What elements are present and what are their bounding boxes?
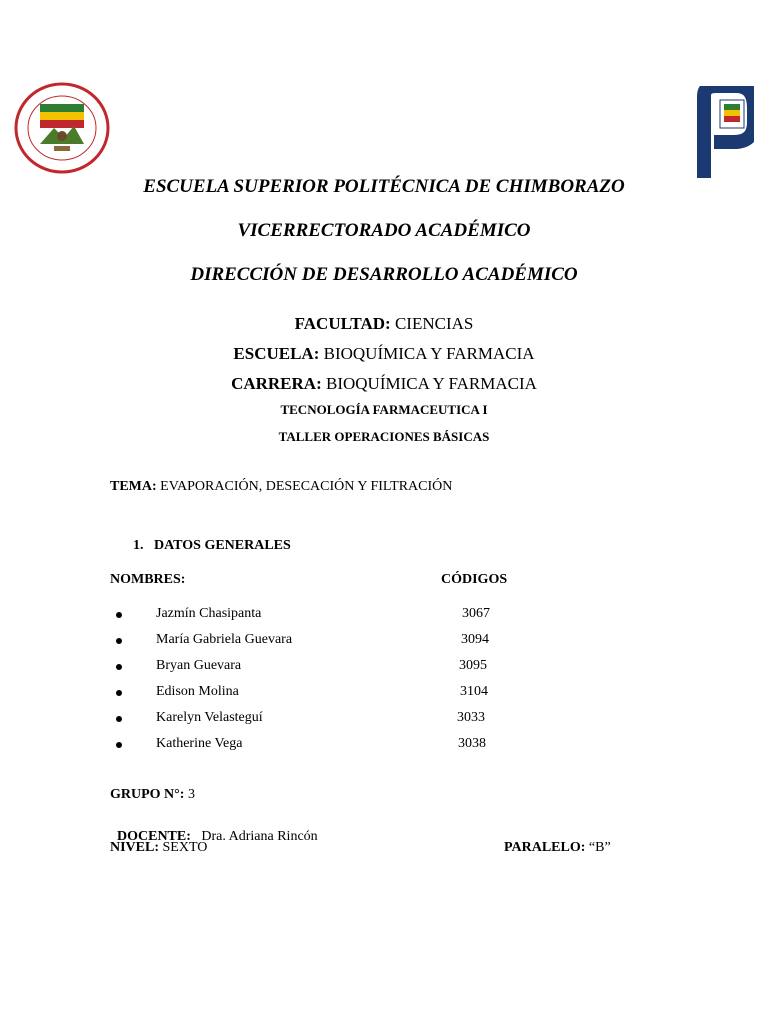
facultad-label: FACULTAD: <box>294 314 391 333</box>
facultad-ciencias-logo <box>674 86 754 178</box>
escuela-label: ESCUELA: <box>233 344 320 363</box>
materia-title: TECNOLOGÍA FARMACEUTICA I <box>280 402 488 417</box>
student-code: 3104 <box>460 684 488 699</box>
student-name: María Gabriela Guevara <box>156 632 293 647</box>
nivel-value: SEXTO <box>159 840 208 855</box>
taller-title: TALLER OPERACIONES BÁSICAS <box>278 429 490 444</box>
nivel-label: NIVEL: <box>110 840 160 855</box>
grupo-line <box>110 787 195 803</box>
student-code: 3038 <box>458 736 486 751</box>
direccion-title: DIRECCIÓN DE DESARROLLO ACADÉMICO <box>190 264 578 285</box>
student-code: 3033 <box>457 710 485 725</box>
institution-name: ESCUELA SUPERIOR POLITÉCNICA DE CHIMBORAZO <box>143 176 625 197</box>
paralelo-line <box>504 840 611 856</box>
facultad-value: CIENCIAS <box>390 314 474 333</box>
student-code: 3095 <box>459 658 487 673</box>
student-name: Katherine Vega <box>156 736 243 751</box>
bullet-icon <box>116 638 122 644</box>
bullet-icon <box>116 716 122 722</box>
bullet-icon <box>116 742 122 748</box>
bullet-icon <box>116 690 122 696</box>
escuela-value: BIOQUÍMICA Y FARMACIA <box>319 344 535 363</box>
student-code: 3067 <box>462 606 490 621</box>
facultad-line <box>0 314 768 334</box>
espoch-seal-logo <box>14 82 110 174</box>
tema-label: TEMA: <box>110 479 157 494</box>
paralelo-label: PARALELO: <box>504 840 586 855</box>
section-title-datos: 1. DATOS GENERALES <box>133 538 291 553</box>
escuela-line <box>0 344 768 364</box>
codigos-header: CÓDIGOS <box>441 572 508 587</box>
nombres-header: NOMBRES: <box>110 572 186 587</box>
carrera-line <box>0 374 768 394</box>
bullet-icon <box>116 612 122 618</box>
carrera-value: BIOQUÍMICA Y FARMACIA <box>321 374 537 393</box>
nivel-line <box>110 840 207 856</box>
paralelo-value: “B” <box>585 840 611 855</box>
bullet-icon <box>116 664 122 670</box>
grupo-value: 3 <box>184 787 195 802</box>
student-name: Karelyn Velasteguí <box>156 710 263 725</box>
tema-line <box>110 479 452 495</box>
vicerrectorado-title: VICERRECTORADO ACADÉMICO <box>237 220 531 241</box>
carrera-label: CARRERA: <box>231 374 322 393</box>
student-name: Edison Molina <box>156 684 239 699</box>
student-name: Jazmín Chasipanta <box>156 606 262 621</box>
grupo-label: GRUPO N°: <box>110 787 185 802</box>
docente-label: DOCENTE: <box>117 829 191 844</box>
tema-value: EVAPORACIÓN, DESECACIÓN Y FILTRACIÓN <box>156 479 453 494</box>
student-code: 3094 <box>461 632 489 647</box>
docente-value: Dra. Adriana Rincón <box>190 829 318 844</box>
student-name: Bryan Guevara <box>156 658 242 673</box>
